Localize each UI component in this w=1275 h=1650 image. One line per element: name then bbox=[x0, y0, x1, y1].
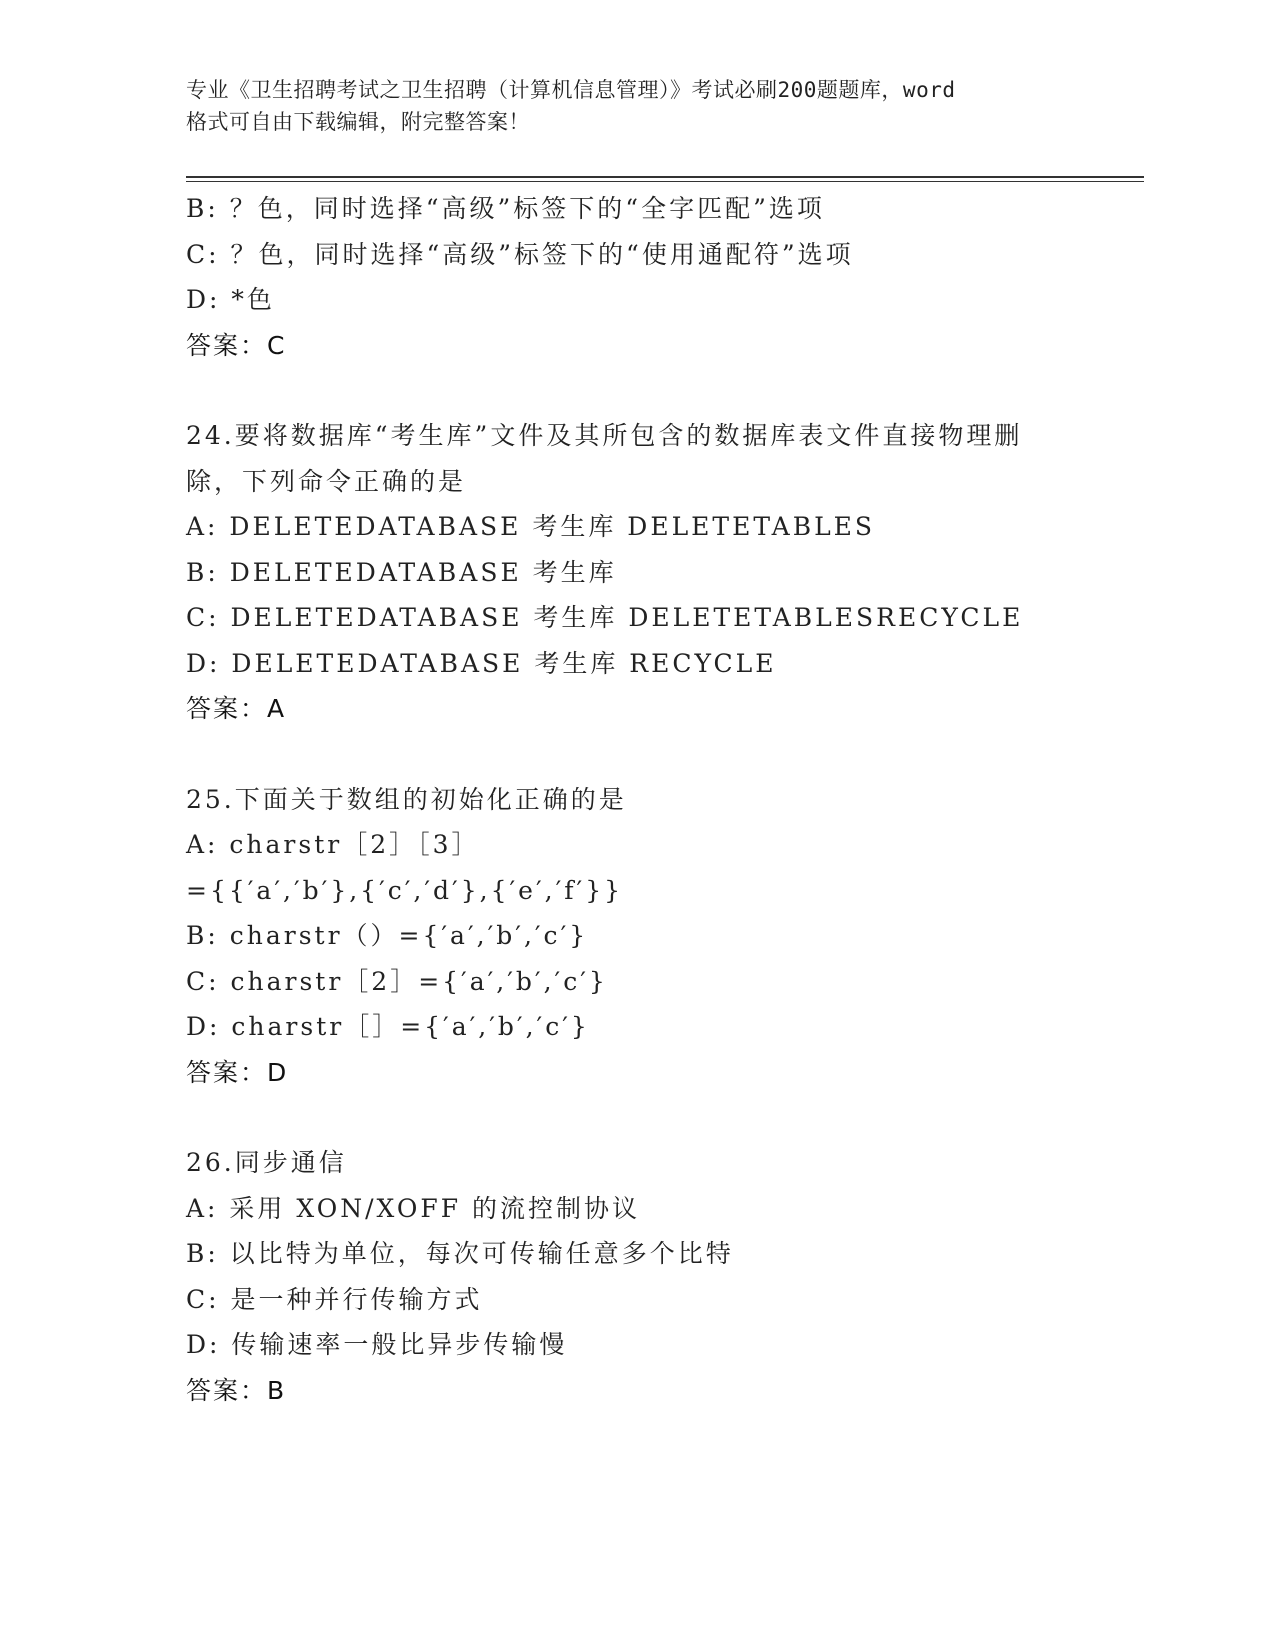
answer: 答案：B bbox=[186, 1375, 287, 1405]
option-b: B: 以比特为单位，每次可传输任意多个比特 bbox=[186, 1239, 734, 1268]
option-c: C: ？色，同时选择“高级”标签下的“使用通配符”选项 bbox=[186, 239, 854, 269]
question-list bbox=[186, 186, 1086, 1413]
question-text-line-1: 24.要将数据库“考生库”文件及其所包含的数据库表文件直接物理删 bbox=[186, 421, 1023, 450]
option-a-line-1: A: charstr［2］［3］ bbox=[186, 830, 480, 859]
header-divider-thin bbox=[186, 181, 1144, 182]
spacer bbox=[186, 1095, 1086, 1140]
option-c: C: DELETEDATABASE 考生库 DELETETABLESRECYCLE bbox=[186, 603, 1024, 632]
spacer bbox=[186, 368, 1086, 413]
answer: 答案：D bbox=[186, 1057, 289, 1087]
question-text-line-2: 除，下列命令正确的是 bbox=[186, 466, 467, 496]
option-c: C: 是一种并行传输方式 bbox=[186, 1284, 483, 1314]
document-header bbox=[186, 74, 1086, 138]
option-b: B: ？色，同时选择“高级”标签下的“全字匹配”选项 bbox=[186, 194, 825, 223]
option-a: A: DELETEDATABASE 考生库 DELETETABLES bbox=[186, 512, 876, 541]
answer: 答案：A bbox=[186, 694, 287, 723]
option-c: C: charstr［2］={′a′,′b′,′c′} bbox=[186, 966, 608, 996]
question-26 bbox=[186, 1140, 1086, 1413]
option-b: B: charstr（）={′a′,′b′,′c′} bbox=[186, 921, 589, 950]
answer: 答案：C bbox=[186, 330, 287, 360]
option-d: D: DELETEDATABASE 考生库 RECYCLE bbox=[186, 648, 777, 678]
question-25 bbox=[186, 777, 1086, 1096]
question-text: 26.同步通信 bbox=[186, 1148, 347, 1177]
header-line-1: 专业《卫生招聘考试之卫生招聘（计算机信息管理）》考试必刷200题题库，word bbox=[186, 78, 956, 102]
header-line-2: 格式可自由下载编辑，附完整答案！ bbox=[186, 110, 530, 134]
spacer bbox=[186, 732, 1086, 777]
option-d: D: charstr［］={′a′,′b′,′c′} bbox=[186, 1012, 590, 1041]
header-divider-thick bbox=[186, 176, 1144, 178]
question-text: 25.下面关于数组的初始化正确的是 bbox=[186, 784, 627, 814]
option-a: A: 采用 XON/XOFF 的流控制协议 bbox=[186, 1193, 641, 1223]
option-d: D: *色 bbox=[186, 285, 275, 314]
option-a-line-2: ={{′a′,′b′},{′c′,′d′},{′e′,′f′}} bbox=[186, 875, 624, 905]
question-23-tail bbox=[186, 186, 1086, 368]
option-d: D: 传输速率一般比异步传输慢 bbox=[186, 1330, 568, 1359]
question-24 bbox=[186, 413, 1086, 732]
option-b: B: DELETEDATABASE 考生库 bbox=[186, 557, 617, 587]
